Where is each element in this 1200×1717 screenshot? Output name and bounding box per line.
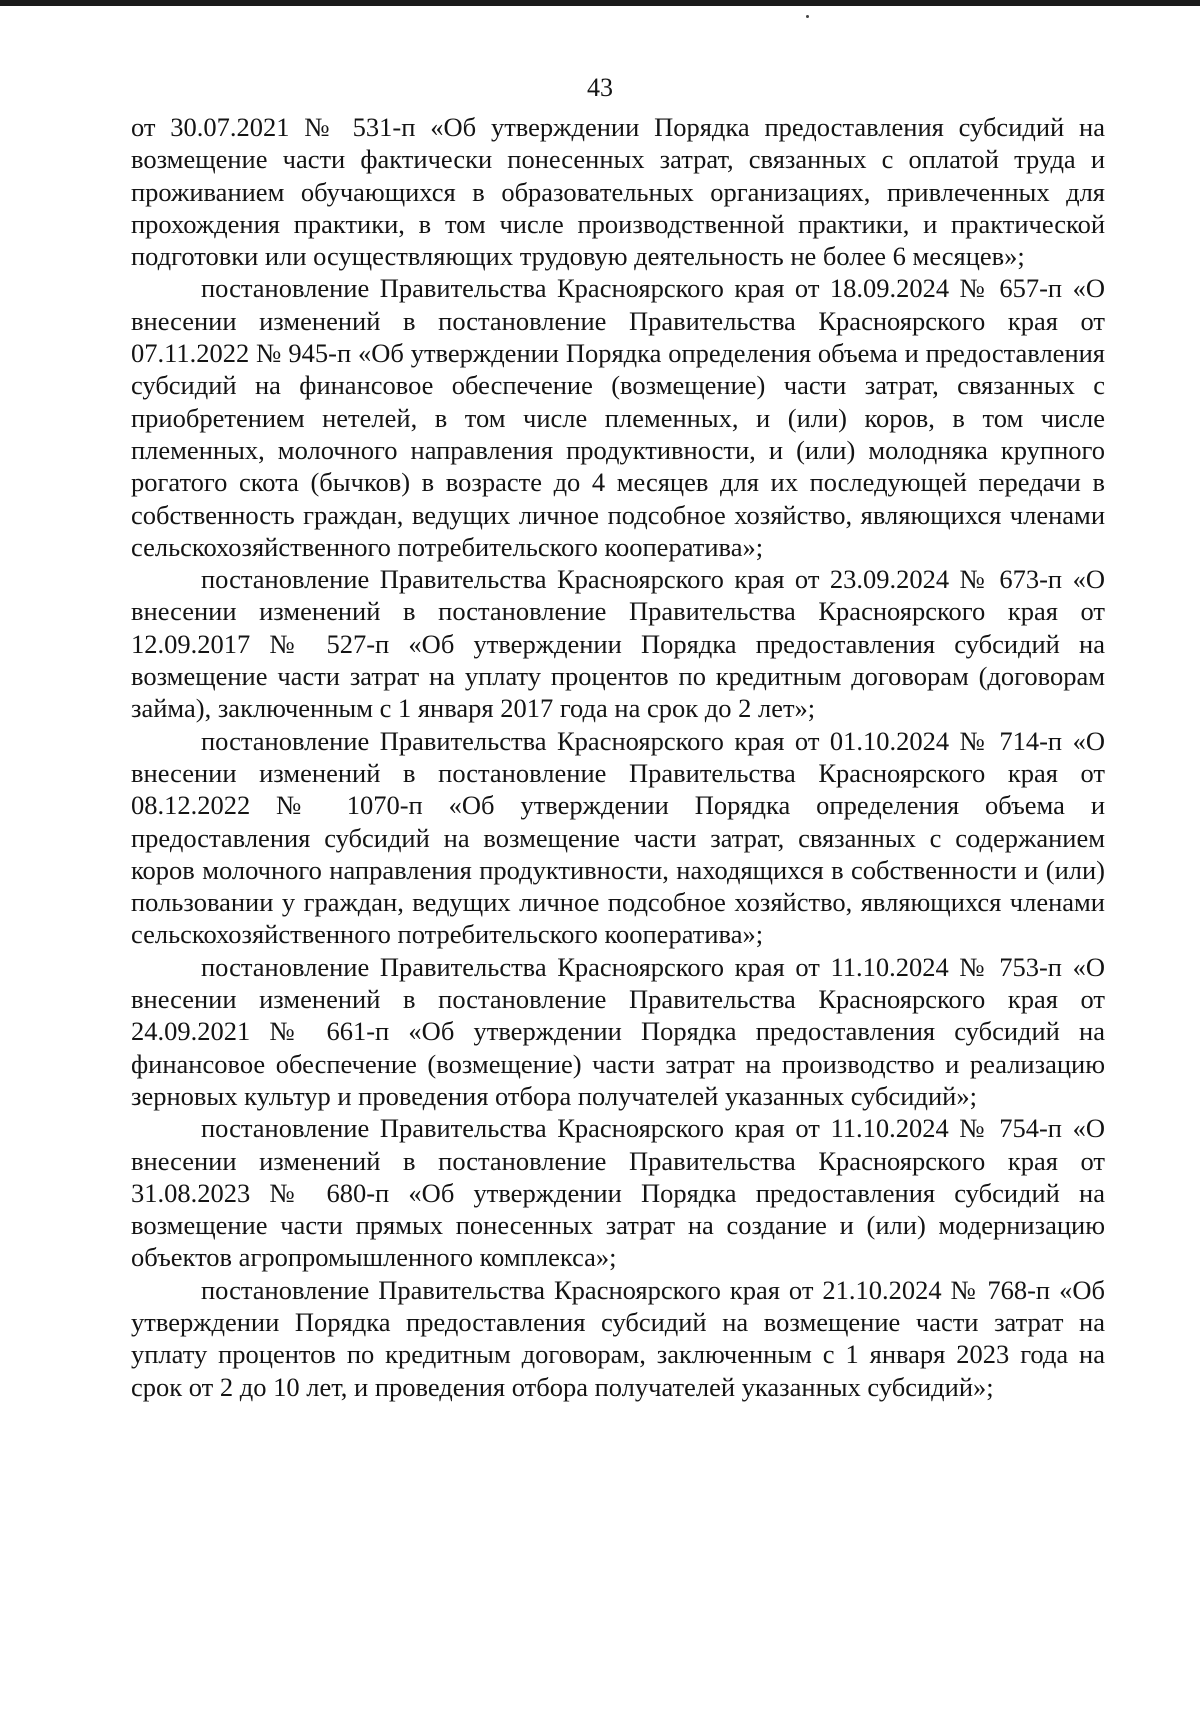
paragraph-resolution-714: постановление Правительства Красноярского края от 01.10.2024 № 714-п «О внесении изменений в постановление Правительства Красноярского края от 08.12.2022 № 1070-п «Об утверждении Порядка определения объема и предоставления субсидий на возмещение части затрат, связанных с содержанием коров молочного направления продуктивности, находящихся в собственности и (или) пользовании у граждан, ведущих личное подсобное хозяйство, являющихся членами сельскохозяйственного потребительского кооператива»; [131,725,1105,950]
scan-speck [806,15,809,18]
paragraph-resolution-754: постановление Правительства Красноярского края от 11.10.2024 № 754-п «О внесении изменений в постановление Правительства Красноярского края от 31.08.2023 № 680-п «Об утверждении Порядка предоставления субсидий на возмещение части прямых понесенных затрат на создание и (или) модернизацию объектов агропромышленного комплекса»; [131,1113,1105,1273]
scan-edge [0,0,1200,6]
paragraph-continuation: от 30.07.2021 № 531-п «Об утверждении Порядка предоставления субсидий на возмещение части фактически понесенных затрат, связанных с оплатой труда и проживанием обучающихся в образовательных организациях, привлеченных для прохождения практики, в том числе производственной практики, и практической подготовки или осуществляющих трудовую деятельность не более 6 месяцев»; [131,112,1105,272]
page-number: 43 [587,73,613,102]
paragraph-resolution-768: постановление Правительства Красноярского края от 21.10.2024 № 768-п «Об утверждении Порядка предоставления субсидий на возмещение части затрат на уплату процентов по кредитным договорам, заключенным с 1 января 2023 года на срок от 2 до 10 лет, и проведения отбора получателей указанных субсидий»; [131,1274,1105,1402]
document-body [131,111,1105,1403]
paragraph-resolution-657: постановление Правительства Красноярского края от 18.09.2024 № 657-п «О внесении изменений в постановление Правительства Красноярского края от 07.11.2022 № 945-п «Об утверждении Порядка определения объема и предоставления субсидий на финансовое обеспечение (возмещение) части затрат, связанных с приобретением нетелей, в том числе племенных, и (или) коров, в том числе племенных, молочного направления продуктивности, и (или) молодняка крупного рогатого скота (бычков) в возрасте до 4 месяцев для их последующей передачи в собственность граждан, ведущих личное подсобное хозяйство, являющихся членами сельскохозяйственного потребительского кооператива»; [131,273,1105,562]
paragraph-resolution-753: постановление Правительства Красноярского края от 11.10.2024 № 753-п «О внесении изменений в постановление Правительства Красноярского края от 24.09.2021 № 661-п «Об утверждении Порядка предоставления субсидий на финансовое обеспечение (возмещение) части затрат на производство и реализацию зерновых культур и проведения отбора получателей указанных субсидий»; [131,951,1105,1111]
paragraph-resolution-673: постановление Правительства Красноярского края от 23.09.2024 № 673-п «О внесении изменений в постановление Правительства Красноярского края от 12.09.2017 № 527-п «Об утверждении Порядка предоставления субсидий на возмещение части затрат на уплату процентов по кредитным договорам (договорам займа), заключенным с 1 января 2017 года на срок до 2 лет»; [131,564,1105,724]
